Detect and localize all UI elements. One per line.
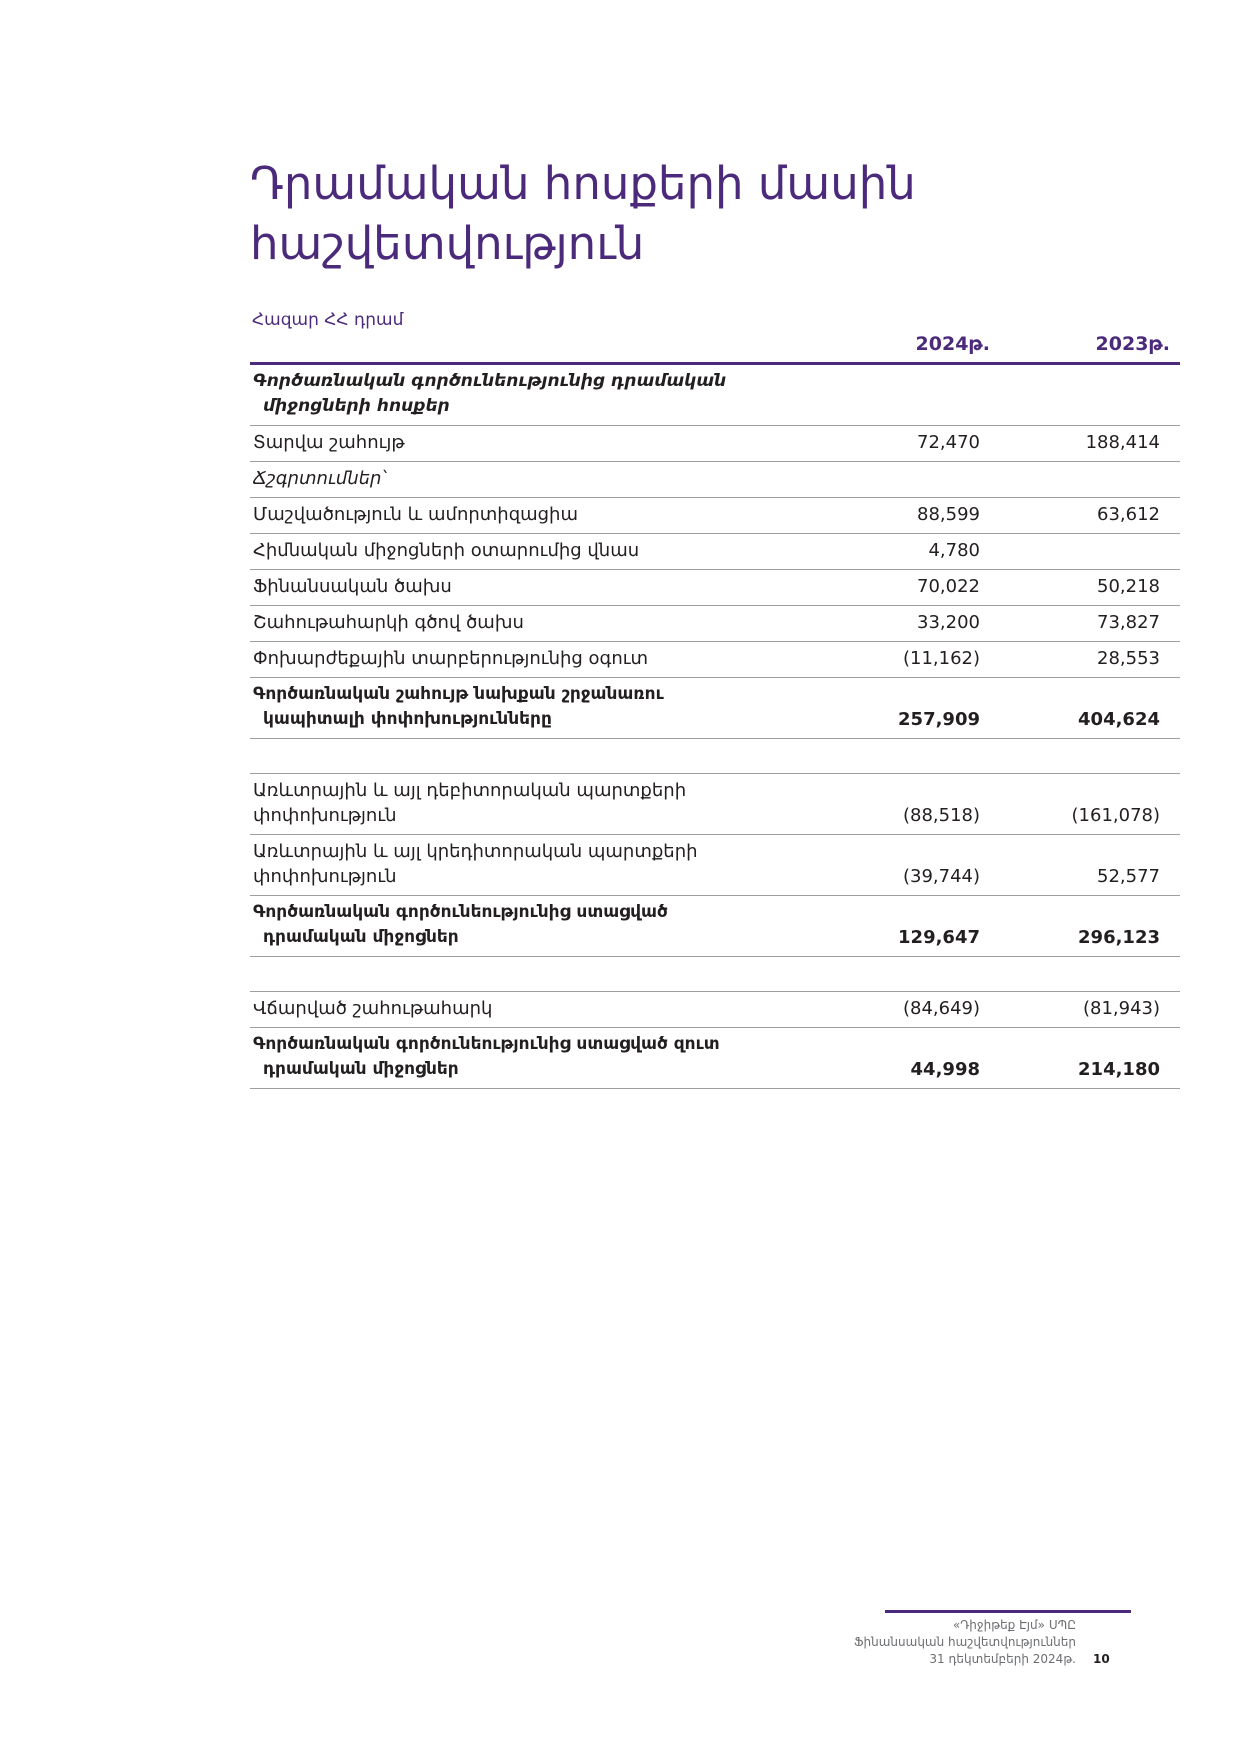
value-2023: 73,827 (1097, 612, 1160, 633)
table-row (250, 835, 1180, 896)
value-2024: (84,649) (902, 998, 980, 1019)
section-heading-operating (250, 365, 1180, 426)
table-row (250, 426, 1180, 462)
table-row (250, 992, 1180, 1028)
row-label: Առևտրային և այլ դեբիտորական պարտքերի փոփոխություն (253, 780, 687, 826)
row-label: Փոխարժեքային տարբերությունից օգուտ (253, 648, 649, 669)
value-2024: (11,162) (902, 648, 980, 669)
row-label: Շահութահարկի գծով ծախս (253, 612, 524, 633)
footer-report-name: Ֆինանսական հաշվետվություններ (854, 1635, 1076, 1649)
table-row (250, 570, 1180, 606)
row-label: Ֆինանսական ծախս (253, 576, 452, 597)
column-header-2023: 2023թ. (1095, 333, 1170, 355)
row-label: Գործառնական գործունեությունից ստացված զուտ դրամական միջոցներ (253, 1034, 720, 1079)
value-2024: (39,744) (902, 866, 980, 887)
table-row (250, 606, 1180, 642)
subtotal-row (250, 678, 1180, 739)
value-2024: (88,518) (902, 805, 980, 826)
table-row (250, 462, 1180, 498)
value-2023 (980, 487, 1160, 497)
row-label: Գործառնական շահույթ նախքան շրջանառու կապիտալի փոփոխությունները (253, 684, 664, 729)
footer-date: 31 դեկտեմբերի 2024թ. (929, 1652, 1076, 1666)
row-label: Գործառնական գործունեությունից դրամական միջոցների հոսքեր (253, 371, 727, 416)
row-label: Առևտրային և այլ կրեդիտորական պարտքերի փոփոխություն (253, 841, 698, 887)
row-label: Ճշգրտումներ՝ (253, 468, 386, 489)
value-2023 (980, 559, 1160, 569)
table-row (250, 642, 1180, 678)
value-2024: 70,022 (917, 576, 980, 597)
value-2023: 28,553 (1097, 648, 1160, 669)
value-2023: 188,414 (1085, 432, 1160, 453)
row-label: Վճարված շահութահարկ (253, 998, 493, 1019)
value-2023: 63,612 (1097, 504, 1160, 525)
total-row (250, 1028, 1180, 1089)
table-row (250, 534, 1180, 570)
column-header-2024: 2024թ. (915, 333, 990, 355)
value-2023: (81,943) (1082, 998, 1160, 1019)
page-title (250, 154, 950, 274)
title-line-2: հաշվետվություն (250, 217, 645, 270)
value-2023 (980, 419, 1160, 425)
value-2024: 4,780 (928, 540, 980, 561)
table-row (250, 498, 1180, 534)
cash-flow-table (250, 327, 1180, 1089)
value-2024: 44,998 (910, 1059, 980, 1080)
spacer-row (250, 957, 1180, 992)
value-2023: 52,577 (1097, 866, 1160, 887)
value-2024: 72,470 (917, 432, 980, 453)
value-2024 (773, 419, 980, 425)
value-2023: (161,078) (1071, 805, 1160, 826)
footer (854, 1617, 1076, 1668)
table-row (250, 774, 1180, 835)
value-2024 (773, 487, 980, 497)
row-label: Տարվա շահույթ (253, 432, 405, 453)
value-2023: 296,123 (1078, 927, 1160, 948)
page-number: 10 (1093, 1652, 1110, 1666)
row-label: Գործառնական գործունեությունից ստացված դրամական միջոցներ (253, 902, 668, 947)
unit-label: Հազար ՀՀ դրամ (252, 310, 404, 330)
value-2023: 50,218 (1097, 576, 1160, 597)
value-2024: 88,599 (917, 504, 980, 525)
title-line-1: Դրամական հոսքերի մասին (250, 157, 916, 210)
row-label: Մաշվածություն և ամորտիզացիա (253, 504, 578, 525)
row-label: Հիմնական միջոցների օտարումից վնաս (253, 540, 640, 561)
footer-rule (885, 1610, 1131, 1613)
value-2023: 404,624 (1078, 709, 1160, 730)
spacer-row (250, 739, 1180, 774)
value-2024: 257,909 (898, 709, 980, 730)
footer-company: «Դիջիթեք Էյմ» ՍՊԸ (952, 1618, 1076, 1632)
table-header (250, 327, 1180, 365)
value-2024: 33,200 (917, 612, 980, 633)
subtotal-row (250, 896, 1180, 957)
value-2024: 129,647 (898, 927, 980, 948)
value-2023: 214,180 (1078, 1059, 1160, 1080)
